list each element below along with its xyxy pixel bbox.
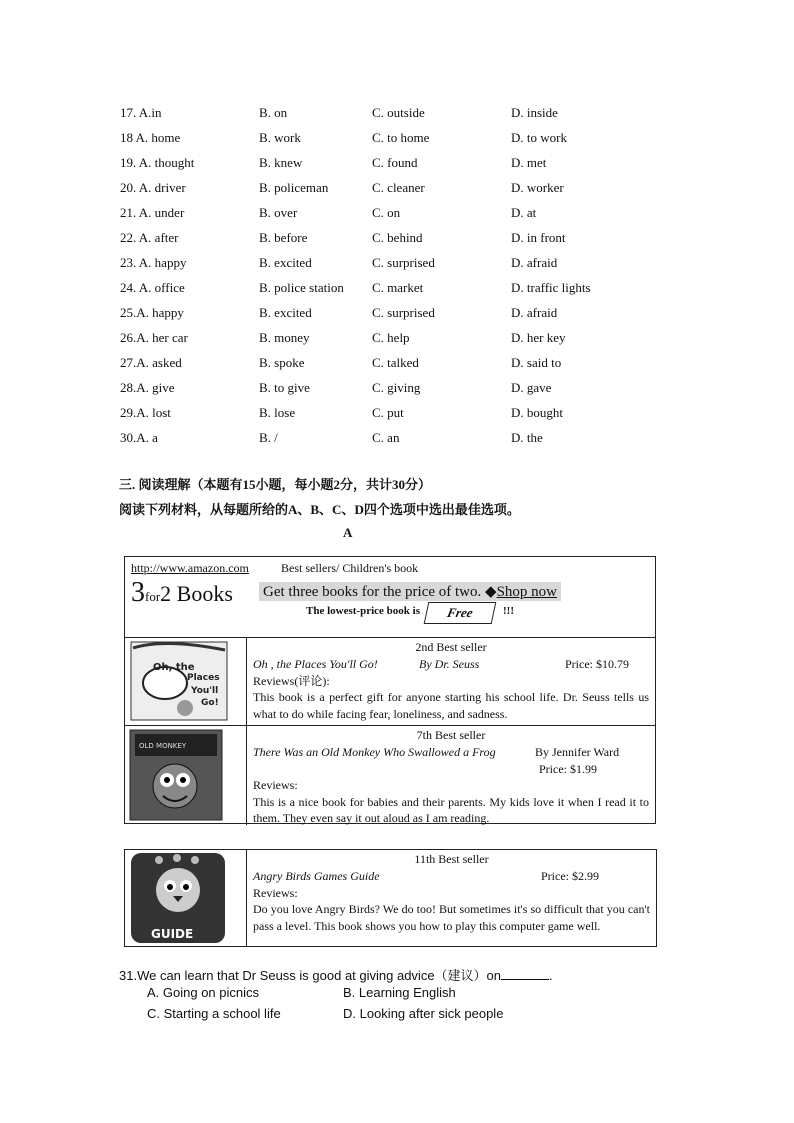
option-b[interactable]: B. on [259, 104, 288, 120]
review-text: This book is a perfect gift for anyone starting his school life. Dr. Seuss tells us what to do while facing fear, loneliness, and sadness. [253, 690, 649, 721]
option-a[interactable]: 30.A. a [120, 429, 158, 445]
question-row [120, 300, 631, 325]
book-price: Price: $1.99 [539, 761, 597, 776]
book-cover-image [125, 850, 247, 946]
ad-header [125, 557, 655, 638]
option-b[interactable]: B. policeman [259, 179, 329, 195]
book-info [247, 726, 655, 825]
option-d[interactable]: D. Looking after sick people [343, 1006, 504, 1021]
question-row [120, 125, 631, 150]
book-author: By Jennifer Ward [535, 744, 620, 759]
option-d[interactable]: D. worker [511, 179, 564, 195]
option-a[interactable]: 24. A. office [120, 279, 185, 295]
option-d[interactable]: D. the [511, 429, 543, 445]
option-c[interactable]: C. cleaner [372, 179, 425, 195]
option-b[interactable]: B. before [259, 229, 308, 245]
option-d[interactable]: D. at [511, 204, 537, 220]
question-row [120, 100, 631, 125]
question-row [120, 225, 631, 250]
option-a[interactable]: 25.A. happy [120, 304, 184, 320]
option-a[interactable]: A. Going on picnics [147, 985, 260, 1000]
option-b[interactable]: B. to give [259, 379, 310, 395]
question-row [120, 400, 631, 425]
reviews-label: Reviews: [253, 885, 298, 900]
option-a[interactable]: 29.A. lost [120, 404, 171, 420]
book-title: Oh , the Places You'll Go! [253, 656, 378, 671]
option-b[interactable]: B. excited [259, 254, 312, 270]
option-b[interactable]: B. knew [259, 154, 303, 170]
promo-banner: Get three books for the price of two. ◆Shop now [259, 582, 561, 601]
book-author: By Dr. Seuss [419, 656, 480, 671]
category-label: Best sellers/ Children's book [281, 561, 419, 575]
book-info [247, 638, 655, 725]
option-c[interactable]: C. surprised [372, 304, 435, 320]
question-31: 31.We can learn that Dr Seuss is good at giving advice（建议）on . [119, 968, 553, 983]
option-b[interactable]: B. / [259, 429, 278, 445]
option-c[interactable]: C. Starting a school life [147, 1006, 281, 1021]
book-title: There Was an Old Monkey Who Swallowed a Frog [253, 744, 496, 759]
svg-text:Oh, the: Oh, the [153, 662, 195, 673]
passage-label: A [343, 525, 353, 540]
rank-label: 7th Best seller [416, 728, 486, 742]
question-row [120, 150, 631, 175]
option-d[interactable]: D. in front [511, 229, 566, 245]
question-row [120, 350, 631, 375]
option-a[interactable]: 28.A. give [120, 379, 175, 395]
free-badge: Free [424, 602, 497, 624]
book-title: Angry Birds Games Guide [253, 868, 380, 883]
svg-text:GUIDE: GUIDE [151, 927, 194, 941]
option-c[interactable]: C. put [372, 404, 404, 420]
question-row [120, 200, 631, 225]
svg-text:Go!: Go! [201, 698, 219, 708]
section-instruction: 阅读下列材料，从每题所给的A、B、C、D四个选项中选出最佳选项。 [119, 502, 520, 517]
reviews-label: Reviews(评论): [253, 673, 330, 688]
option-b[interactable]: B. Learning English [343, 985, 456, 1000]
option-d[interactable]: D. to work [511, 129, 567, 145]
option-c[interactable]: C. to home [372, 129, 430, 145]
option-d[interactable]: D. met [511, 154, 547, 170]
book-price: Price: $10.79 [565, 656, 629, 671]
book-ad-box [124, 556, 656, 824]
option-b[interactable]: B. excited [259, 304, 312, 320]
question-row [120, 425, 631, 450]
option-a[interactable]: 18 A. home [120, 129, 181, 145]
svg-text:OLD MONKEY: OLD MONKEY [139, 742, 187, 750]
shop-now-link[interactable]: Shop now [496, 584, 557, 600]
exclamation: !!! [503, 605, 514, 617]
option-b[interactable]: B. lose [259, 404, 296, 420]
option-c[interactable]: C. found [372, 154, 418, 170]
question-row [120, 175, 631, 200]
option-d[interactable]: D. inside [511, 104, 558, 120]
review-text: This is a nice book for babies and their parents. My kids love it when I read it to them. They even say it out aloud as I am reading. [253, 794, 649, 825]
reviews-label: Reviews: [253, 778, 298, 792]
answer-blank[interactable] [501, 967, 549, 980]
option-a[interactable]: 22. A. after [120, 229, 179, 245]
book-price: Price: $2.99 [541, 868, 599, 883]
option-b[interactable]: B. over [259, 204, 298, 220]
promo-heading: 3for2 Books [131, 577, 233, 608]
option-d[interactable]: D. said to [511, 354, 562, 370]
option-d[interactable]: D. bought [511, 404, 563, 420]
option-a[interactable]: 19. A. thought [120, 154, 195, 170]
option-c[interactable]: C. on [372, 204, 401, 220]
option-c[interactable]: C. an [372, 429, 400, 445]
question-row [120, 375, 631, 400]
option-c[interactable]: C. outside [372, 104, 425, 120]
option-d[interactable]: D. afraid [511, 304, 558, 320]
option-c[interactable]: C. help [372, 329, 410, 345]
question-row [120, 250, 631, 275]
option-c[interactable]: C. surprised [372, 254, 435, 270]
option-b[interactable]: B. money [259, 329, 310, 345]
option-a[interactable]: 26.A. her car [120, 329, 188, 345]
option-c[interactable]: C. market [372, 279, 424, 295]
option-b[interactable]: B. work [259, 129, 301, 145]
question-row [120, 325, 631, 350]
lowest-price-note: The lowest-price book is [306, 605, 420, 617]
option-a[interactable]: 23. A. happy [120, 254, 187, 270]
book-cover-image [125, 726, 247, 825]
rank-label: 11th Best seller [414, 852, 489, 866]
option-b[interactable]: B. police station [259, 279, 344, 295]
option-a[interactable]: 27.A. asked [120, 354, 182, 370]
option-d[interactable]: D. her key [511, 329, 566, 345]
question-row [120, 275, 631, 300]
book-row [125, 638, 655, 726]
option-a[interactable]: 20. A. driver [120, 179, 186, 195]
section-title: 三. 阅读理解（本题有15小题，每小题2分，共计30分） [119, 477, 432, 492]
amazon-link[interactable]: http://www.amazon.com [131, 561, 249, 575]
option-c[interactable]: C. talked [372, 354, 419, 370]
book-ad-box [124, 849, 657, 947]
book-info [247, 850, 656, 946]
option-d[interactable]: D. gave [511, 379, 552, 395]
svg-text:You'll: You'll [191, 686, 219, 696]
book-row [125, 850, 656, 946]
svg-text:Places: Places [187, 673, 220, 683]
cloze-options-table [120, 100, 631, 450]
review-text: Do you love Angry Birds? We do too! But sometimes it's so difficult that you can't pass a level. This book shows you how to play this computer game well. [253, 902, 650, 933]
rank-label: 2nd Best seller [415, 640, 487, 654]
book-row [125, 726, 655, 825]
option-c[interactable]: C. behind [372, 229, 423, 245]
option-d[interactable]: D. traffic lights [511, 279, 591, 295]
option-b[interactable]: B. spoke [259, 354, 305, 370]
option-c[interactable]: C. giving [372, 379, 421, 395]
book-cover-image [125, 638, 247, 725]
option-a[interactable]: 17. A.in [120, 104, 162, 120]
option-d[interactable]: D. afraid [511, 254, 558, 270]
option-a[interactable]: 21. A. under [120, 204, 185, 220]
